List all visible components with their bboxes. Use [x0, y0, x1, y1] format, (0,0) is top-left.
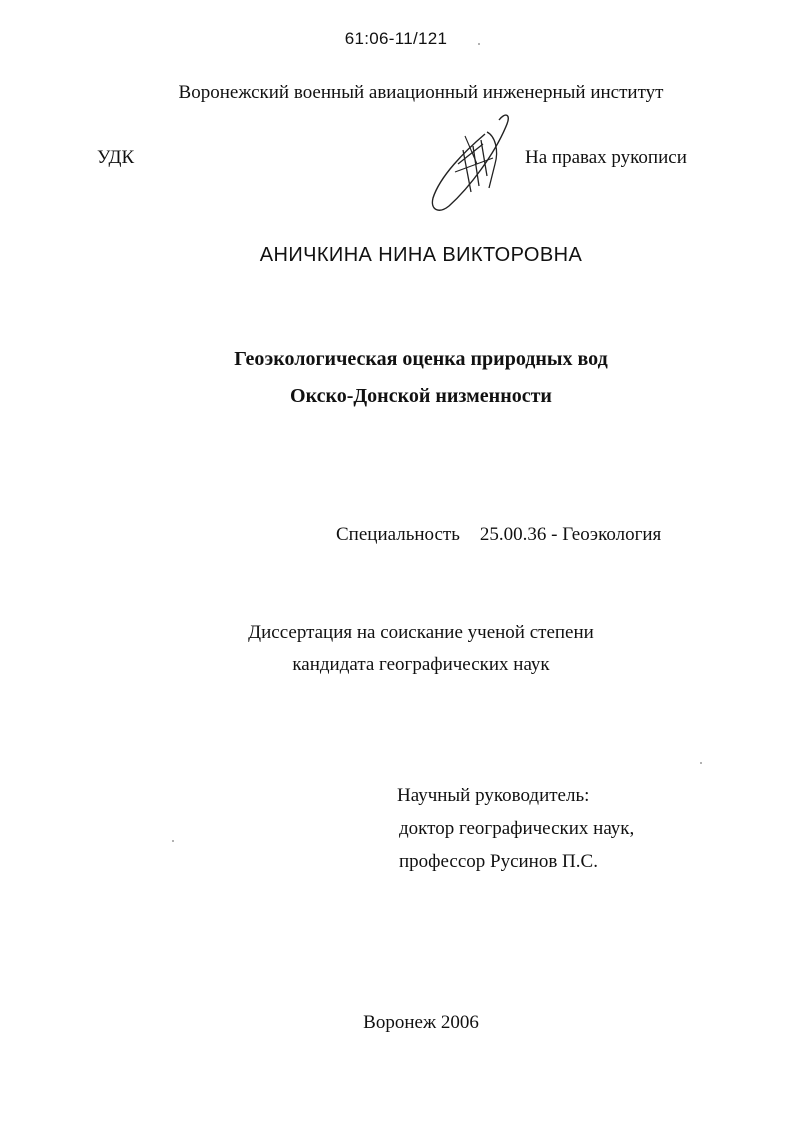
- specialty-value: 25.00.36 - Геоэкология: [479, 524, 662, 545]
- dissertation-degree-line-1: Диссертация на соискание ученой степени: [248, 622, 594, 643]
- city-year: Воронеж 2006: [363, 1012, 479, 1033]
- scan-speck: [700, 762, 702, 764]
- specialty-label: Специальность: [336, 524, 460, 545]
- supervisor-name: профессор Русинов П.С.: [399, 851, 598, 872]
- scan-speck: [172, 840, 174, 842]
- specialty: [336, 524, 661, 546]
- manuscript-rights: На правах рукописи: [525, 147, 687, 168]
- scan-speck: [478, 43, 480, 45]
- supervisor-degree: доктор географических наук,: [399, 818, 635, 839]
- dissertation-degree-line-2: кандидата географических наук: [292, 654, 550, 675]
- dissertation-title-line-2: Окско-Донской низменности: [290, 385, 552, 407]
- supervisor-label: Научный руководитель:: [397, 785, 590, 806]
- dissertation-title-line-1: Геоэкологическая оценка природных вод: [234, 348, 608, 370]
- catalog-number: 61:06-11/121: [344, 29, 448, 48]
- author-name: АНИЧКИНА НИНА ВИКТОРОВНА: [259, 244, 583, 266]
- handwritten-signature-icon: [425, 106, 521, 216]
- udk-label: УДК: [97, 147, 135, 168]
- institute-name: Воронежский военный авиационный инженерный институт: [178, 82, 664, 103]
